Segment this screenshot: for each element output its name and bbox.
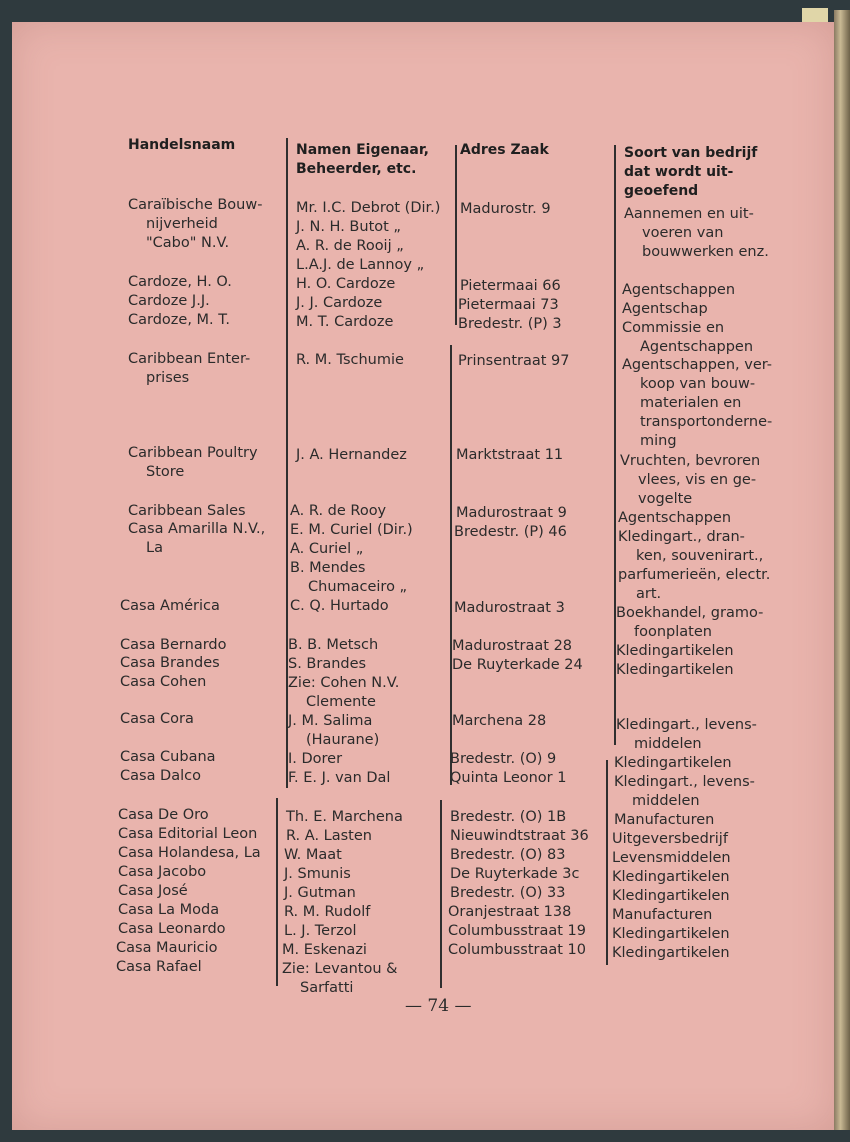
col4-line: vogelte xyxy=(638,491,693,507)
col2-line: I. Dorer xyxy=(288,751,343,767)
col3-line: Bredestr. (O) 33 xyxy=(450,885,566,901)
col4-line: ken, souvenirart., xyxy=(636,548,764,564)
column-rule-2c xyxy=(440,800,442,988)
col4-line: Commissie en xyxy=(622,320,725,336)
col1-line: Casa Rafael xyxy=(116,959,202,975)
col3-line: Bredestr. (O) 1B xyxy=(450,809,567,825)
col3-line: Marchena 28 xyxy=(452,713,547,729)
page-corner xyxy=(802,8,828,22)
col2-line: J. A. Hernandez xyxy=(296,447,407,463)
col3-line: Columbusstraat 10 xyxy=(448,942,587,958)
header-soort-line2: dat wordt uit- xyxy=(624,164,734,180)
column-rule-3b xyxy=(606,760,608,965)
col1-line: Casa La Moda xyxy=(118,902,220,918)
header-namen-line1: Namen Eigenaar, xyxy=(296,142,429,158)
col3-line: Madurostraat 9 xyxy=(456,505,567,521)
col2-line: J. Gutman xyxy=(284,885,356,901)
col2-line: Chumaceiro „ xyxy=(308,579,408,595)
col2-line: Sarfatti xyxy=(300,980,354,996)
col1-line: Casa Cohen xyxy=(120,674,207,690)
col2-line: C. Q. Hurtado xyxy=(290,598,389,614)
col2-line: Th. E. Marchena xyxy=(286,809,403,825)
col1-line: Casa Cubana xyxy=(120,749,216,765)
col1-line: Casa Holandesa, La xyxy=(118,845,261,861)
col4-line: koop van bouw- xyxy=(640,376,756,392)
col2-line: Zie: Levantou & xyxy=(282,961,398,977)
col4-line: Boekhandel, gramo- xyxy=(616,605,764,621)
header-handelsnaam: Handelsnaam xyxy=(128,137,236,153)
col4-line: middelen xyxy=(634,736,702,752)
col4-line: Kledingartikelen xyxy=(612,945,730,961)
col2-line: M. T. Cardoze xyxy=(296,314,394,330)
col1-line: Casa Jacobo xyxy=(118,864,207,880)
col1-line: Casa Dalco xyxy=(120,768,201,784)
col2-line: (Haurane) xyxy=(306,732,380,748)
col1-line: Casa Amarilla N.V., xyxy=(128,521,266,537)
col1-line: Store xyxy=(146,464,185,480)
col1-line: La xyxy=(146,540,163,556)
col4-line: Kledingart., dran- xyxy=(618,529,745,545)
col2-line: H. O. Cardoze xyxy=(296,276,396,292)
col2-line: A. R. de Rooy xyxy=(290,503,387,519)
col2-line: S. Brandes xyxy=(288,656,367,672)
col3-line: De Ruyterkade 3c xyxy=(450,866,580,882)
col1-line: Casa Cora xyxy=(120,711,194,727)
col3-line: Marktstraat 11 xyxy=(456,447,564,463)
col3-line: Oranjestraat 138 xyxy=(448,904,572,920)
col2-line: R. M. Rudolf xyxy=(284,904,371,920)
header-soort-line3: geoefend xyxy=(624,183,699,199)
col4-line: art. xyxy=(636,586,662,602)
col3-line: Columbusstraat 19 xyxy=(448,923,587,939)
col4-line: Agentschappen xyxy=(618,510,732,526)
col4-line: vlees, vis en ge- xyxy=(638,472,757,488)
col4-line: Kledingartikelen xyxy=(616,662,734,678)
col1-line: Casa Editorial Leon xyxy=(118,826,258,842)
col3-line: Prinsentraat 97 xyxy=(458,353,570,369)
col4-line: transportonderne- xyxy=(640,414,773,430)
col1-line: Casa Mauricio xyxy=(116,940,218,956)
col2-line: Mr. I.C. Debrot (Dir.) xyxy=(296,200,441,216)
col2-line: R. A. Lasten xyxy=(286,828,372,844)
col2-line: W. Maat xyxy=(284,847,342,863)
col2-line: F. E. J. van Dal xyxy=(288,770,391,786)
col4-line: Agentschap xyxy=(622,301,708,317)
col4-line: bouwwerken enz. xyxy=(642,244,769,260)
col4-line: Kledingartikelen xyxy=(612,869,730,885)
col3-line: Bredestr. (P) 46 xyxy=(454,524,567,540)
col1-line: Casa Brandes xyxy=(120,655,220,671)
col3-line: Pietermaai 66 xyxy=(460,278,561,294)
col4-line: Aannemen en uit- xyxy=(624,206,754,222)
col1-line: Casa De Oro xyxy=(118,807,209,823)
col2-line: E. M. Curiel (Dir.) xyxy=(290,522,413,538)
col2-line: Zie: Cohen N.V. xyxy=(288,675,400,691)
col2-line: A. Curiel „ xyxy=(290,541,364,557)
col4-line: Kledingartikelen xyxy=(612,888,730,904)
col2-line: Clemente xyxy=(306,694,376,710)
header-soort-line1: Soort van bedrijf xyxy=(624,145,758,161)
col2-line: L. J. Terzol xyxy=(284,923,357,939)
col1-line: Caribbean Sales xyxy=(128,503,246,519)
col2-line: M. Eskenazi xyxy=(282,942,367,958)
page-number: — 74 — xyxy=(405,996,472,1016)
col1-line: prises xyxy=(146,370,190,386)
col4-line: Agentschappen xyxy=(640,339,754,355)
col2-line: J. Smunis xyxy=(284,866,351,882)
col4-line: middelen xyxy=(632,793,700,809)
col4-line: Kledingartikelen xyxy=(612,926,730,942)
col4-line: Agentschappen, ver- xyxy=(622,357,773,373)
col4-line: Manufacturen xyxy=(614,812,715,828)
col3-line: Nieuwindtstraat 36 xyxy=(450,828,589,844)
col4-line: Uitgeversbedrijf xyxy=(612,831,728,847)
col2-line: J. J. Cardoze xyxy=(296,295,383,311)
col1-line: Cardoze, M. T. xyxy=(128,312,231,328)
col1-line: Caribbean Poultry xyxy=(128,445,258,461)
col4-line: Kledingart., levens- xyxy=(614,774,755,790)
col1-line: Caribbean Enter- xyxy=(128,351,251,367)
col1-line: Caraïbische Bouw- xyxy=(128,197,263,213)
col1-line: Casa Bernardo xyxy=(120,637,227,653)
col1-line: Casa José xyxy=(118,883,188,899)
col4-line: Levensmiddelen xyxy=(612,850,731,866)
col2-line: J. N. H. Butot „ xyxy=(296,219,401,235)
col3-line: Bredestr. (O) 9 xyxy=(450,751,557,767)
col3-line: Bredestr. (O) 83 xyxy=(450,847,566,863)
col4-line: Agentschappen xyxy=(622,282,736,298)
col3-line: Madurostraat 3 xyxy=(454,600,565,616)
col2-line: R. M. Tschumie xyxy=(296,352,404,368)
col3-line: Quinta Leonor 1 xyxy=(450,770,567,786)
header-namen-line2: Beheerder, etc. xyxy=(296,161,417,177)
col3-line: Madurostr. 9 xyxy=(460,201,551,217)
book-edge xyxy=(834,10,850,1130)
col4-line: Kledingartikelen xyxy=(614,755,732,771)
col3-line: Pietermaai 73 xyxy=(458,297,559,313)
col1-line: Cardoze, H. O. xyxy=(128,274,232,290)
col3-line: Madurostraat 28 xyxy=(452,638,573,654)
col1-line: Casa Leonardo xyxy=(118,921,226,937)
col4-line: Kledingart., levens- xyxy=(616,717,757,733)
col2-line: B. B. Metsch xyxy=(288,637,379,653)
col4-line: voeren van xyxy=(642,225,724,241)
col1-line: Cardoze J.J. xyxy=(128,293,210,309)
col4-line: Kledingartikelen xyxy=(616,643,734,659)
col3-line: Bredestr. (P) 3 xyxy=(458,316,562,332)
col1-line: nijverheid xyxy=(146,216,218,232)
column-rule-2a xyxy=(455,145,457,325)
col4-line: foonplaten xyxy=(634,624,712,640)
col2-line: A. R. de Rooij „ xyxy=(296,238,404,254)
col2-line: L.A.J. de Lannoy „ xyxy=(296,257,425,273)
col4-line: materialen en xyxy=(640,395,742,411)
col4-line: parfumerieën, electr. xyxy=(618,567,771,583)
col3-line: De Ruyterkade 24 xyxy=(452,657,583,673)
col1-line: "Cabo" N.V. xyxy=(146,235,230,251)
col4-line: ming xyxy=(640,433,677,449)
col2-line: J. M. Salima xyxy=(288,713,373,729)
col1-line: Casa América xyxy=(120,598,220,614)
col4-line: Vruchten, bevroren xyxy=(620,453,761,469)
header-adres-zaak: Adres Zaak xyxy=(460,142,549,158)
column-rule-1b xyxy=(276,798,278,986)
col2-line: B. Mendes xyxy=(290,560,366,576)
col4-line: Manufacturen xyxy=(612,907,713,923)
